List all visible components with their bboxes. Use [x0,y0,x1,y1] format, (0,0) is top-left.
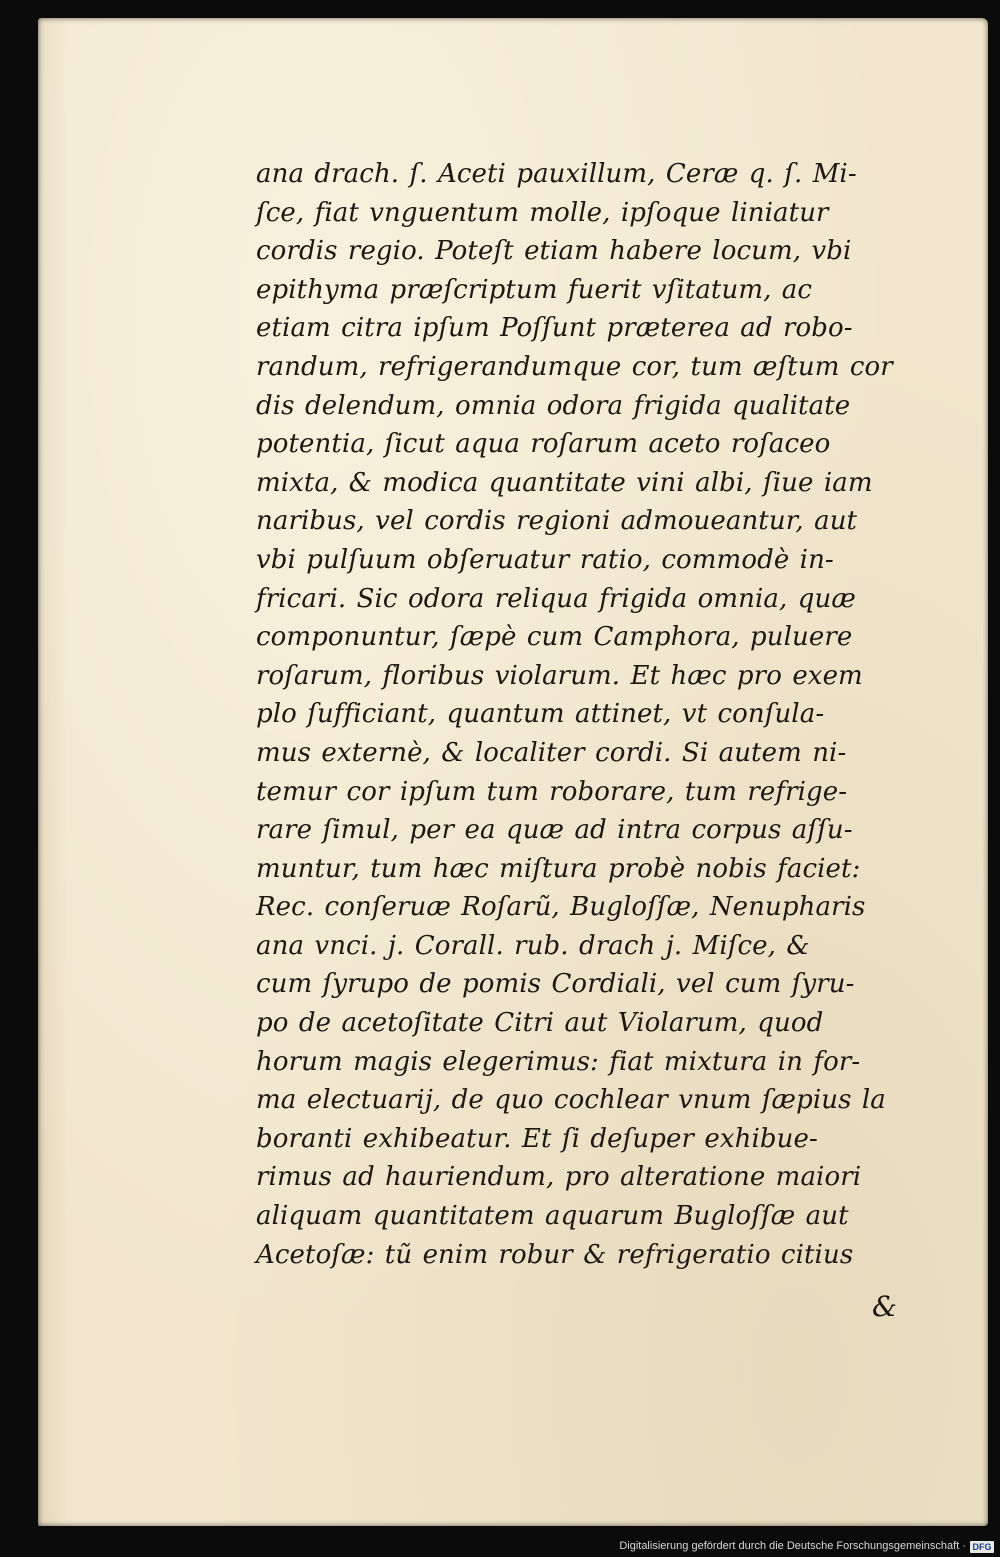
text-line: fricari. Sic odora reliqua frigida omnia, quæ [256,583,856,614]
book-page [38,18,988,1526]
text-line: Rec. conſeruæ Roſarũ, Bugloſſæ, Nenupharis [256,892,866,923]
text-line: muntur, tum hæc miſtura probè nobis faciet: [256,853,861,884]
text-line: cordis regio. Poteſt etiam habere locum, vbi [256,236,852,267]
text-line: aliquam quantitatem aquarum Bugloſſæ aut [256,1201,849,1232]
text-line: Acetoſæ: tũ enim robur & refrigeratio citius [256,1239,854,1270]
text-line: ma electuarij, de quo cochlear vnum ſæpius la [256,1085,886,1116]
text-line: mus externè, & localiter cordi. Si autem ni- [256,737,847,768]
funding-credit: Digitalisierung gefördert durch die Deutsche Forschungsgemeinschaft · [619,1540,966,1552]
text-line: mixta, & modica quantitate vini albi, ſiue iam [256,467,873,498]
text-line: cum ſyrupo de pomis Cordiali, vel cum ſyru- [256,969,855,1000]
dfg-logo-icon: DFG [970,1541,994,1553]
text-line: ſce, fiat vnguentum molle, ipſoque liniatur [256,197,829,228]
text-line: rimus ad hauriendum, pro alteratione maiori [256,1162,862,1193]
text-line: randum, refrigerandumque cor, tum æſtum cor [256,351,893,382]
text-line: po de acetoſitate Citri aut Violarum, quod [256,1008,824,1039]
text-line: dis delendum, omnia odora frigida qualitate [256,390,851,421]
text-line: componuntur, ſæpè cum Camphora, puluere [256,622,853,653]
text-line: potentia, ſicut aqua roſarum aceto roſaceo [256,429,831,460]
text-line: temur cor ipſum tum roborare, tum refrige- [256,776,848,807]
text-line: ana drach. ſ. Aceti pauxillum, Ceræ q. ſ. Mi- [256,159,857,189]
text-line: rare ſimul, per ea quæ ad intra corpus aſſu- [256,815,853,846]
text-line: roſarum, floribus violarum. Et hæc pro exem [256,660,863,691]
catchword: & [872,1290,897,1323]
text-line: epithyma præſcriptum fuerit vſitatum, ac [256,274,813,305]
text-line: ana vnci. j. Corall. rub. drach j. Miſce, & [256,930,810,961]
text-block [256,155,956,1274]
text-line: etiam citra ipſum Poſſunt præterea ad robo- [256,313,853,344]
text-line: naribus, vel cordis regioni admoueantur, aut [256,506,858,537]
text-line: horum magis elegerimus: fiat mixtura in for- [256,1046,861,1077]
text-line: vbi pulſuum obſeruatur ratio, commodè in- [256,544,834,575]
text-line: boranti exhibeatur. Et ſi deſuper exhibue- [256,1123,818,1154]
text-line: plo ſufficiant, quantum attinet, vt conſula- [256,699,825,730]
